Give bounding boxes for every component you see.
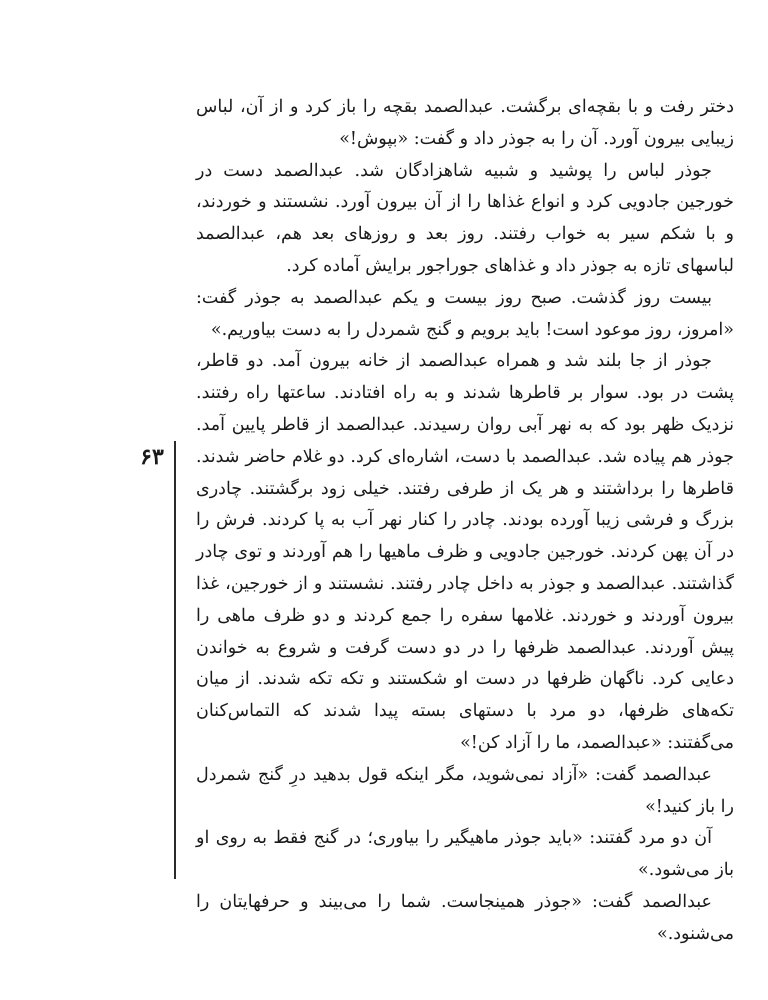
paragraph: جوذر از جا بلند شد و همراه عبدالصمد از خانه بیرون آمد. دو قاطر، پشت در بود. سوار بر قاطرها شدند و به راه افتادند. ساعتها راه رفتند. نزدیک ظهر بود که به نهر آبی روان رسیدند. عبدالصمد از قاطر پایین آمد. جوذر هم پیاده شد. عبدالصمد با دست، اشاره‌ای کرد. دو غلام حاضر شدند. قاطرها را برداشتند و هر یک از طرفی رفتند. خیلی زود برگشتند. چادری بزرگ و فرشی زیبا آورده بودند. چادر را کنار نهر آب به پا کردند. فرش را در آن پهن کردند. خورجین جادویی و ظرف ماهیها را هم آوردند و توی چادر گذاشتند. عبدالصمد و جوذر به داخل چادر رفتند. نشستند و از خورجین، غذا بیرون آوردند و خوردند. غلامها سفره را جمع کردند و دو ظرف ماهی را پیش آوردند. عبدالصمد ظرفها را در دو دست گرفت و شروع به خواندن دعایی کرد. ناگهان ظرفها در دست او شکستند و تکه تکه شدند. از میان تکه‌های ظرفها، دو مرد با دستهای بسته پیدا شدند که التماس‌کنان می‌گفتند: «عبدالصمد، ما را آزاد کن!» xyxy=(196,351,734,753)
paragraph: آن دو مرد گفتند: «باید جوذر ماهیگیر را بیاوری؛ در گنج فقط به روی او باز می‌شود.» xyxy=(196,828,734,881)
paragraph: عبدالصمد گفت: «جوذر همینجاست. شما را می‌بیند و حرفهایتان را می‌شنود.» xyxy=(196,891,734,944)
page-number: ۶۳ xyxy=(140,444,164,470)
paragraph: دختر رفت و با بقچه‌ای برگشت. عبدالصمد بقچه را باز کرد و از آن، لباس زیبایی بیرون آورد. آن را به جوذر داد و گفت: «بپوش!» xyxy=(196,97,734,149)
body-text xyxy=(196,92,734,951)
paragraph: جوذر لباس را پوشید و شبیه شاهزادگان شد. عبدالصمد دست در خورجین جادویی کرد و انواع غذاها را از آن بیرون آورد. نشستند و خوردند، و با شکم سیر به خواب رفتند. روز بعد و روزهای بعد هم، عبدالصمد لباسهای تازه به جوذر داد و غذاهای جوراجور برایش آماده کرد. xyxy=(196,160,734,276)
paragraph: بیست روز گذشت. صبح روز بیست و یکم عبدالصمد به جوذر گفت: «امروز، روز موعود است! باید برویم و گنج شمردل را به دست بیاوریم.» xyxy=(196,287,734,340)
margin-rule xyxy=(174,441,176,879)
paragraph: عبدالصمد گفت: «آزاد نمی‌شوید، مگر اینکه قول بدهید درِ گنج شمردل را باز کنید!» xyxy=(196,764,734,817)
